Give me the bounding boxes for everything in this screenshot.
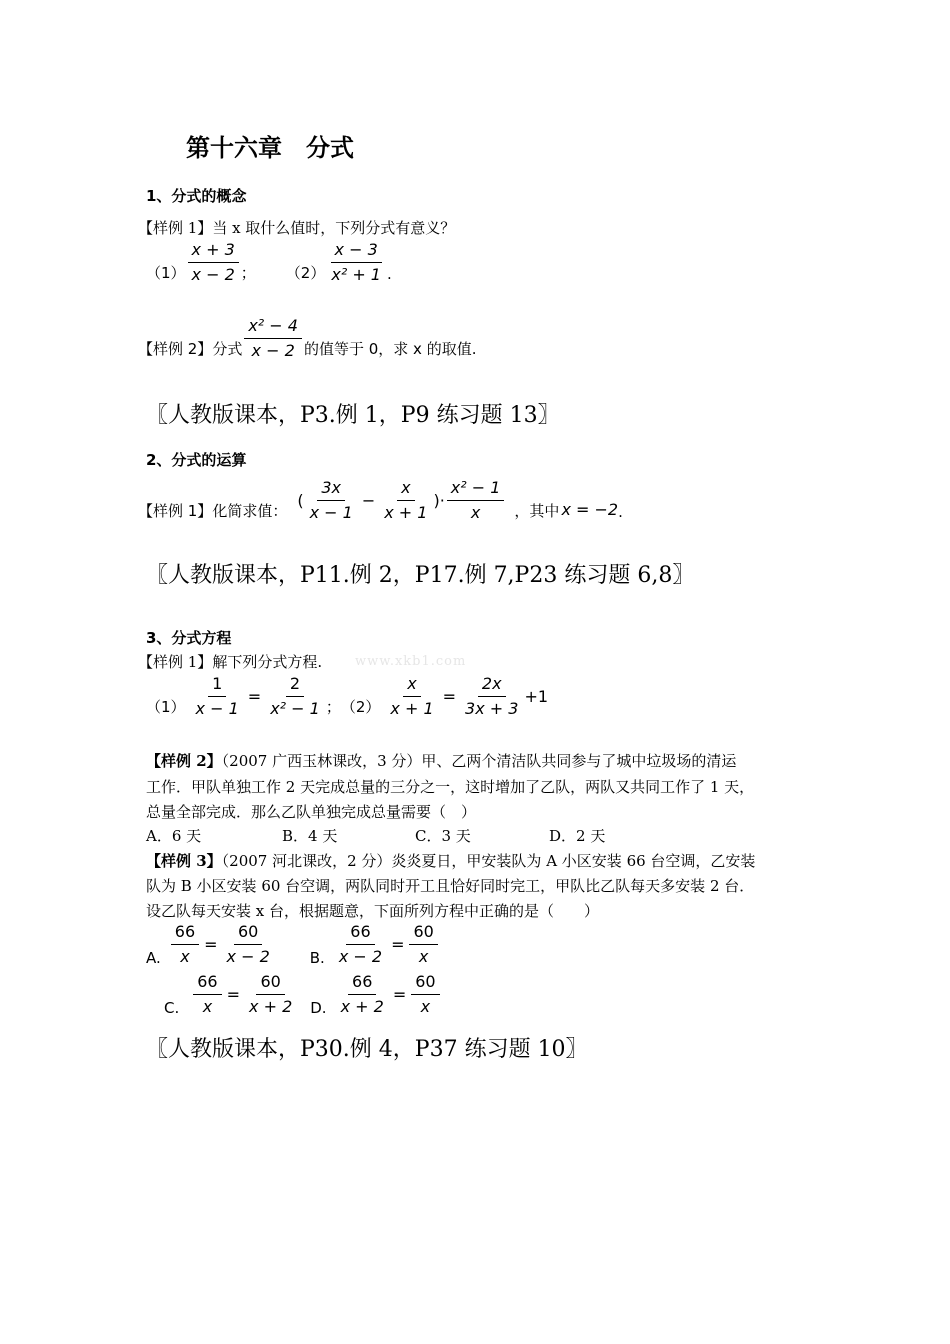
denominator: x <box>418 947 429 966</box>
denominator: x − 2 <box>191 265 235 284</box>
denominator: x <box>470 503 481 522</box>
minus-sign: − <box>361 491 376 510</box>
denominator: 3x + 3 <box>465 699 519 718</box>
fraction <box>335 922 386 967</box>
example-3-2-line-1 <box>146 750 736 771</box>
example-label: 【样例 2】 <box>146 752 222 770</box>
fraction <box>447 478 505 523</box>
numerator: x² − 4 <box>244 316 302 339</box>
example-label: 【样例 1】 <box>138 219 213 237</box>
equals-sign: = <box>247 687 262 706</box>
option-tag: B. <box>309 949 325 967</box>
option-tag: A. <box>146 949 161 967</box>
separator: ； <box>240 264 256 282</box>
denominator: x − 1 <box>309 503 353 522</box>
example-text: 分式 <box>212 340 243 358</box>
denominator: x + 2 <box>340 997 384 1016</box>
numerator: 66 <box>346 922 374 945</box>
page-title: 第十六章 分式 <box>186 133 354 162</box>
fraction <box>380 478 431 523</box>
fraction <box>411 972 439 1017</box>
fraction <box>337 972 388 1017</box>
item-number: （1） <box>146 698 186 716</box>
options-ab <box>146 922 440 967</box>
numerator: 60 <box>256 972 284 995</box>
denominator: x − 2 <box>338 947 383 966</box>
numerator: 3x <box>317 478 345 501</box>
example-label: 【样例 3】 <box>146 852 222 870</box>
denominator: x <box>420 997 431 1016</box>
numerator: 66 <box>348 972 376 995</box>
example-3-1 <box>138 651 322 672</box>
denominator: x + 1 <box>384 503 428 522</box>
example-label: 【样例 2】 <box>138 340 213 358</box>
fraction <box>386 674 437 719</box>
example-text: 当 x 取什么值时，下列分式有意义？ <box>212 219 456 237</box>
period: . <box>618 503 623 521</box>
denominator: x − 2 <box>251 341 295 360</box>
option-tag: C. <box>164 999 180 1017</box>
item-number: （1） <box>146 264 186 282</box>
paren-open: ( <box>297 491 304 510</box>
numerator: x <box>403 674 420 697</box>
example-2-1 <box>138 478 623 523</box>
numerator: x² − 1 <box>447 478 505 501</box>
equals-sign: = <box>391 935 405 954</box>
example-3-3-line-2: 队为 B 小区安装 60 台空调，两队同时开工且恰好同时完工，甲队比乙队每天多安装 2 台． <box>146 877 755 895</box>
example-3-2-line-2: 工作．甲队单独工作 2 天完成总量的三分之一，这时增加了乙队，两队又共同工作了 1 天， <box>146 778 755 796</box>
fraction <box>266 674 324 719</box>
example-1-2 <box>138 316 476 361</box>
section-heading-1: 1、分式的概念 <box>146 187 247 205</box>
item-number: （2） <box>340 698 381 716</box>
denominator: x² + 1 <box>331 265 381 284</box>
denominator: x + 1 <box>390 699 434 718</box>
example-text: ，其中 <box>514 502 560 520</box>
fraction <box>327 240 385 285</box>
equals-sign: = <box>392 985 407 1004</box>
example-text: （2007 河北课改，2 分）炎炎夏日，甲安装队为 A 小区安装 66 台空调，乙安装 <box>221 852 756 870</box>
equals-sign: = <box>226 985 241 1004</box>
option-a: A．6 天 <box>146 827 202 845</box>
example-text: 解下列分式方程. <box>212 653 323 671</box>
section-heading-2: 2、分式的运算 <box>146 451 247 469</box>
example-3-3-line-1 <box>146 850 755 871</box>
fraction <box>223 922 274 967</box>
denominator: x <box>202 997 213 1016</box>
example-text: 的值等于 0，求 x 的取值. <box>303 340 477 358</box>
fraction <box>245 972 296 1017</box>
numerator: 2 <box>286 674 304 697</box>
period: . <box>386 265 392 283</box>
numerator: 1 <box>208 674 226 697</box>
example-1-1 <box>138 217 455 238</box>
example-label: 【样例 1】 <box>138 653 213 671</box>
example-1-1-expressions <box>146 240 392 285</box>
denominator: x + 2 <box>249 997 293 1016</box>
numerator: x − 3 <box>331 240 382 263</box>
options-cd <box>164 972 442 1017</box>
fraction <box>188 240 239 285</box>
example-label: 【样例 1】 <box>138 502 213 520</box>
denominator: x − 1 <box>195 699 239 718</box>
numerator: 66 <box>171 922 199 945</box>
separator: ； <box>325 698 341 716</box>
numerator: 60 <box>411 972 439 995</box>
fraction <box>306 478 357 523</box>
item-number: （2） <box>285 264 326 282</box>
numerator: x <box>397 478 414 501</box>
textbook-reference-2: 〖人教版课本，P11.例 2，P17.例 7,P23 练习题 6,8〗 <box>146 563 695 588</box>
example-text: 化简求值： <box>212 502 288 520</box>
section-heading-3: 3、分式方程 <box>146 629 232 647</box>
example-3-3-line-3: 设乙队每天安装 x 台，根据题意，下面所列方程中正确的是（ ） <box>146 902 599 920</box>
equals-sign: = <box>442 687 457 706</box>
example-3-1-equations <box>146 674 548 719</box>
numerator: 60 <box>409 922 437 945</box>
fraction <box>461 674 522 719</box>
fraction <box>409 922 437 967</box>
watermark: www.xkb1.com <box>355 654 467 669</box>
fraction <box>244 316 302 361</box>
numerator: x + 3 <box>188 240 239 263</box>
condition: x = −2 <box>561 500 619 519</box>
option-c: C．3 天 <box>415 827 471 845</box>
numerator: 2x <box>478 674 506 697</box>
example-text: （2007 广西玉林课改，3 分）甲、乙两个清洁队共同参与了城中垃圾场的清运 <box>221 752 737 770</box>
denominator: x − 2 <box>226 947 270 966</box>
plus-one: +1 <box>524 687 549 706</box>
denominator: x <box>180 947 190 966</box>
denominator: x² − 1 <box>270 699 320 718</box>
numerator: 66 <box>193 972 221 995</box>
fraction <box>193 972 221 1017</box>
option-tag: D. <box>310 999 327 1017</box>
paren-close: )· <box>433 491 445 510</box>
option-b: B．4 天 <box>282 827 338 845</box>
fraction <box>192 674 243 719</box>
equals-sign: = <box>204 935 218 954</box>
example-3-2-line-3: 总量全部完成．那么乙队单独完成总量需要（ ） <box>146 803 477 821</box>
textbook-reference-3: 〖人教版课本，P30.例 4，P37 练习题 10〗 <box>146 1037 588 1062</box>
option-d: D．2 天 <box>549 827 606 845</box>
textbook-reference-1: 〖人教版课本，P3.例 1，P9 练习题 13〗 <box>146 403 560 428</box>
numerator: 60 <box>234 922 262 945</box>
fraction <box>171 922 199 967</box>
